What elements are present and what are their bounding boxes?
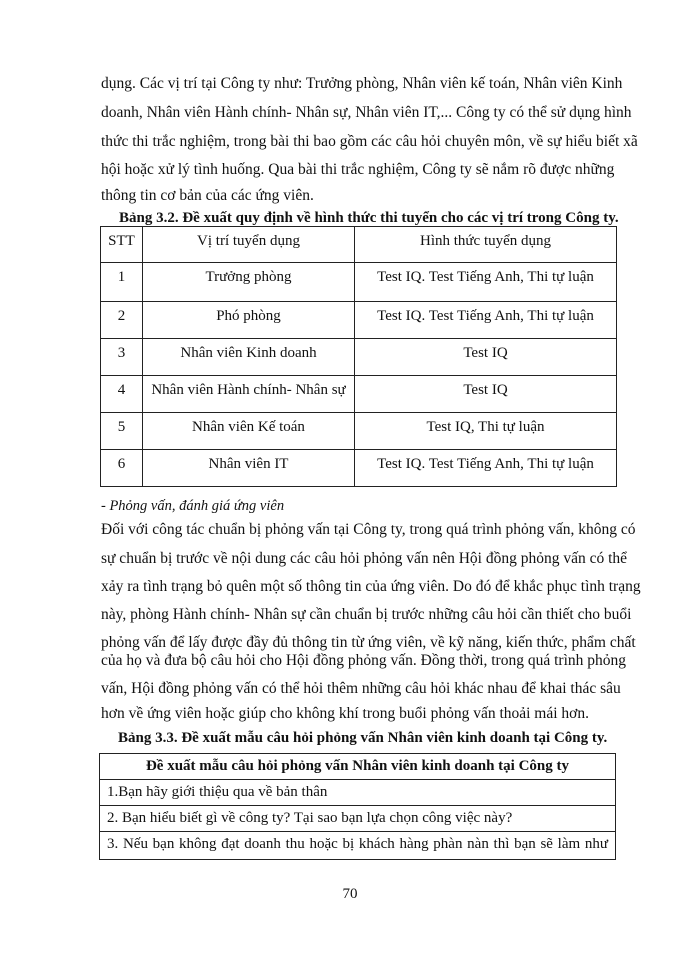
stt-cell: 3 (101, 339, 143, 376)
paragraph-line: của họ và đưa bộ câu hỏi cho Hội đồng phỏng vấn. Đồng thời, trong quá trình phỏng (101, 652, 626, 669)
paragraph-line: thức thi trắc nghiệm, trong bài thi bao gồm các câu hỏi chuyên môn, về sự hiểu biết xã (101, 133, 638, 150)
table-row (101, 376, 617, 413)
stt-cell: 5 (101, 413, 143, 450)
table-header-row (101, 227, 617, 263)
table-3-2-caption: Bảng 3.2. Đề xuất quy định về hình thức thi tuyển cho các vị trí trong Công ty. (119, 210, 619, 226)
paragraph-line: xảy ra tình trạng bỏ quên một số thông tin của ứng viên. Do đó để khắc phục tình trạng (101, 578, 641, 595)
page-number: 70 (342, 886, 358, 902)
position-cell: Nhân viên IT (143, 450, 355, 487)
table-3-2 (100, 226, 617, 487)
paragraph-line: này, phòng Hành chính- Nhân sự cần chuẩn bị trước những câu hỏi cần thiết cho buổi (101, 606, 632, 623)
position-cell: Nhân viên Kinh doanh (143, 339, 355, 376)
table-3-3-caption: Bảng 3.3. Đề xuất mẫu câu hỏi phỏng vấn Nhân viên kinh doanh tại Công ty. (118, 730, 608, 746)
table-row (101, 263, 617, 302)
paragraph-line: hơn về ứng viên hoặc giúp cho không khí trong buổi phỏng vấn thoải mái hơn. (101, 705, 590, 722)
header-cell: Vị trí tuyển dụng (143, 227, 355, 263)
method-cell: Test IQ (355, 339, 617, 376)
question-row: 3. Nếu bạn không đạt doanh thu hoặc bị khách hàng phàn nàn thì bạn sẽ làm như (107, 836, 608, 852)
position-cell: Phó phòng (143, 302, 355, 339)
table-row (101, 302, 617, 339)
method-cell: Test IQ (355, 376, 617, 413)
stt-cell: 2 (101, 302, 143, 339)
table-row (101, 413, 617, 450)
method-cell: Test IQ. Test Tiếng Anh, Thi tự luận (355, 263, 617, 302)
question-row: 1.Bạn hãy giới thiệu qua về bản thân (100, 780, 615, 806)
question-row: 2. Bạn hiểu biết gì về công ty? Tại sao bạn lựa chọn công việc này? (100, 806, 615, 832)
method-cell: Test IQ, Thi tự luận (355, 413, 617, 450)
paragraph-line: doanh, Nhân viên Hành chính- Nhân sự, Nhân viên IT,... Công ty có thể sử dụng hình (101, 104, 632, 121)
table-row (101, 339, 617, 376)
header-cell: STT (101, 227, 143, 263)
stt-cell: 4 (101, 376, 143, 413)
section-subheading: - Phỏng vấn, đánh giá ứng viên (101, 498, 285, 514)
paragraph-line: thông tin cơ bản của các ứng viên. (101, 187, 314, 204)
table-3-3 (99, 753, 616, 860)
position-cell: Trưởng phòng (143, 263, 355, 302)
method-cell: Test IQ. Test Tiếng Anh, Thi tự luận (355, 302, 617, 339)
paragraph-line: vấn, Hội đồng phỏng vấn có thể hỏi thêm những câu hỏi khác nhau để khai thác sâu (101, 680, 621, 697)
paragraph-line: hội hoặc xử lý tình huống. Qua bài thi trắc nghiệm, Công ty sẽ nắm rõ được những (101, 161, 615, 178)
stt-cell: 6 (101, 450, 143, 487)
position-cell: Nhân viên Hành chính- Nhân sự (143, 376, 355, 413)
paragraph-line: dụng. Các vị trí tại Công ty như: Trưởng phòng, Nhân viên kế toán, Nhân viên Kinh (101, 75, 623, 92)
stt-cell: 1 (101, 263, 143, 302)
header-cell: Hình thức tuyển dụng (355, 227, 617, 263)
paragraph-line: Đối với công tác chuẩn bị phỏng vấn tại Công ty, trong quá trình phỏng vấn, không có (101, 521, 636, 538)
table-row (101, 450, 617, 487)
table-3-3-title: Đề xuất mẫu câu hỏi phỏng vấn Nhân viên kinh doanh tại Công ty (100, 754, 615, 780)
position-cell: Nhân viên Kế toán (143, 413, 355, 450)
paragraph-line: phỏng vấn để lấy được đầy đủ thông tin từ ứng viên, về kỹ năng, kiến thức, phẩm chất (101, 634, 636, 651)
method-cell: Test IQ. Test Tiếng Anh, Thi tự luận (355, 450, 617, 487)
paragraph-line: sự chuẩn bị trước về nội dung các câu hỏi phỏng vấn nên Hội đồng phỏng vấn có thể (101, 550, 628, 567)
